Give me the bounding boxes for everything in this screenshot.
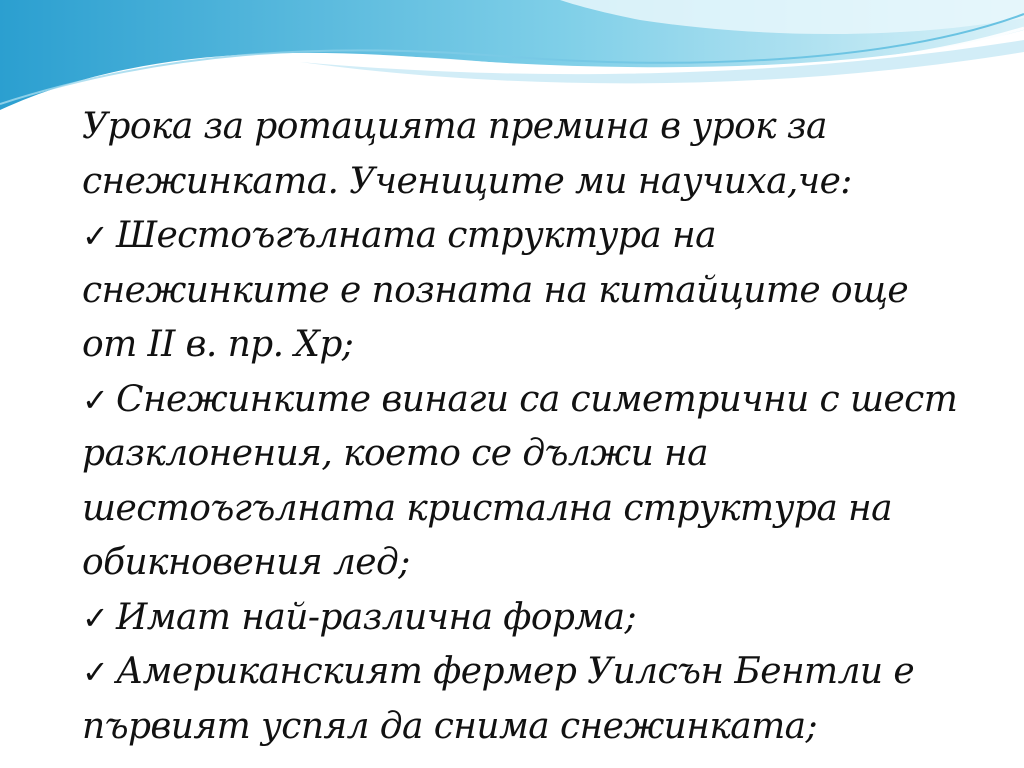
checkmark-icon: ✓: [82, 653, 109, 691]
fact-list: [82, 209, 962, 754]
list-item: [82, 209, 962, 373]
intro-text: Урока за ротацията премина в урок за снежинката. Учениците ми научиха,че:: [82, 106, 852, 202]
list-item: [82, 645, 962, 754]
list-item: [82, 373, 962, 591]
checkmark-icon: ✓: [82, 380, 109, 419]
checkmark-icon: ✓: [82, 217, 109, 255]
checkmark-icon: ✓: [82, 598, 109, 637]
list-item-text: Имат най-различна форма;: [116, 596, 637, 638]
list-item-text: Снежинките винаги са симетрични с шест разклонения, което се дължи на шестоъгълната кристална структура на обикновения лед;: [82, 378, 958, 583]
list-item-text: Шестоъгълната структура на снежинките е позната на китайците още от II в. пр. Хр;: [82, 215, 909, 365]
list-item: [82, 591, 962, 646]
slide-body: [82, 100, 962, 754]
list-item-text: Американският фермер Уилсън Бентли е първият успял да снима снежинката;: [82, 651, 915, 747]
